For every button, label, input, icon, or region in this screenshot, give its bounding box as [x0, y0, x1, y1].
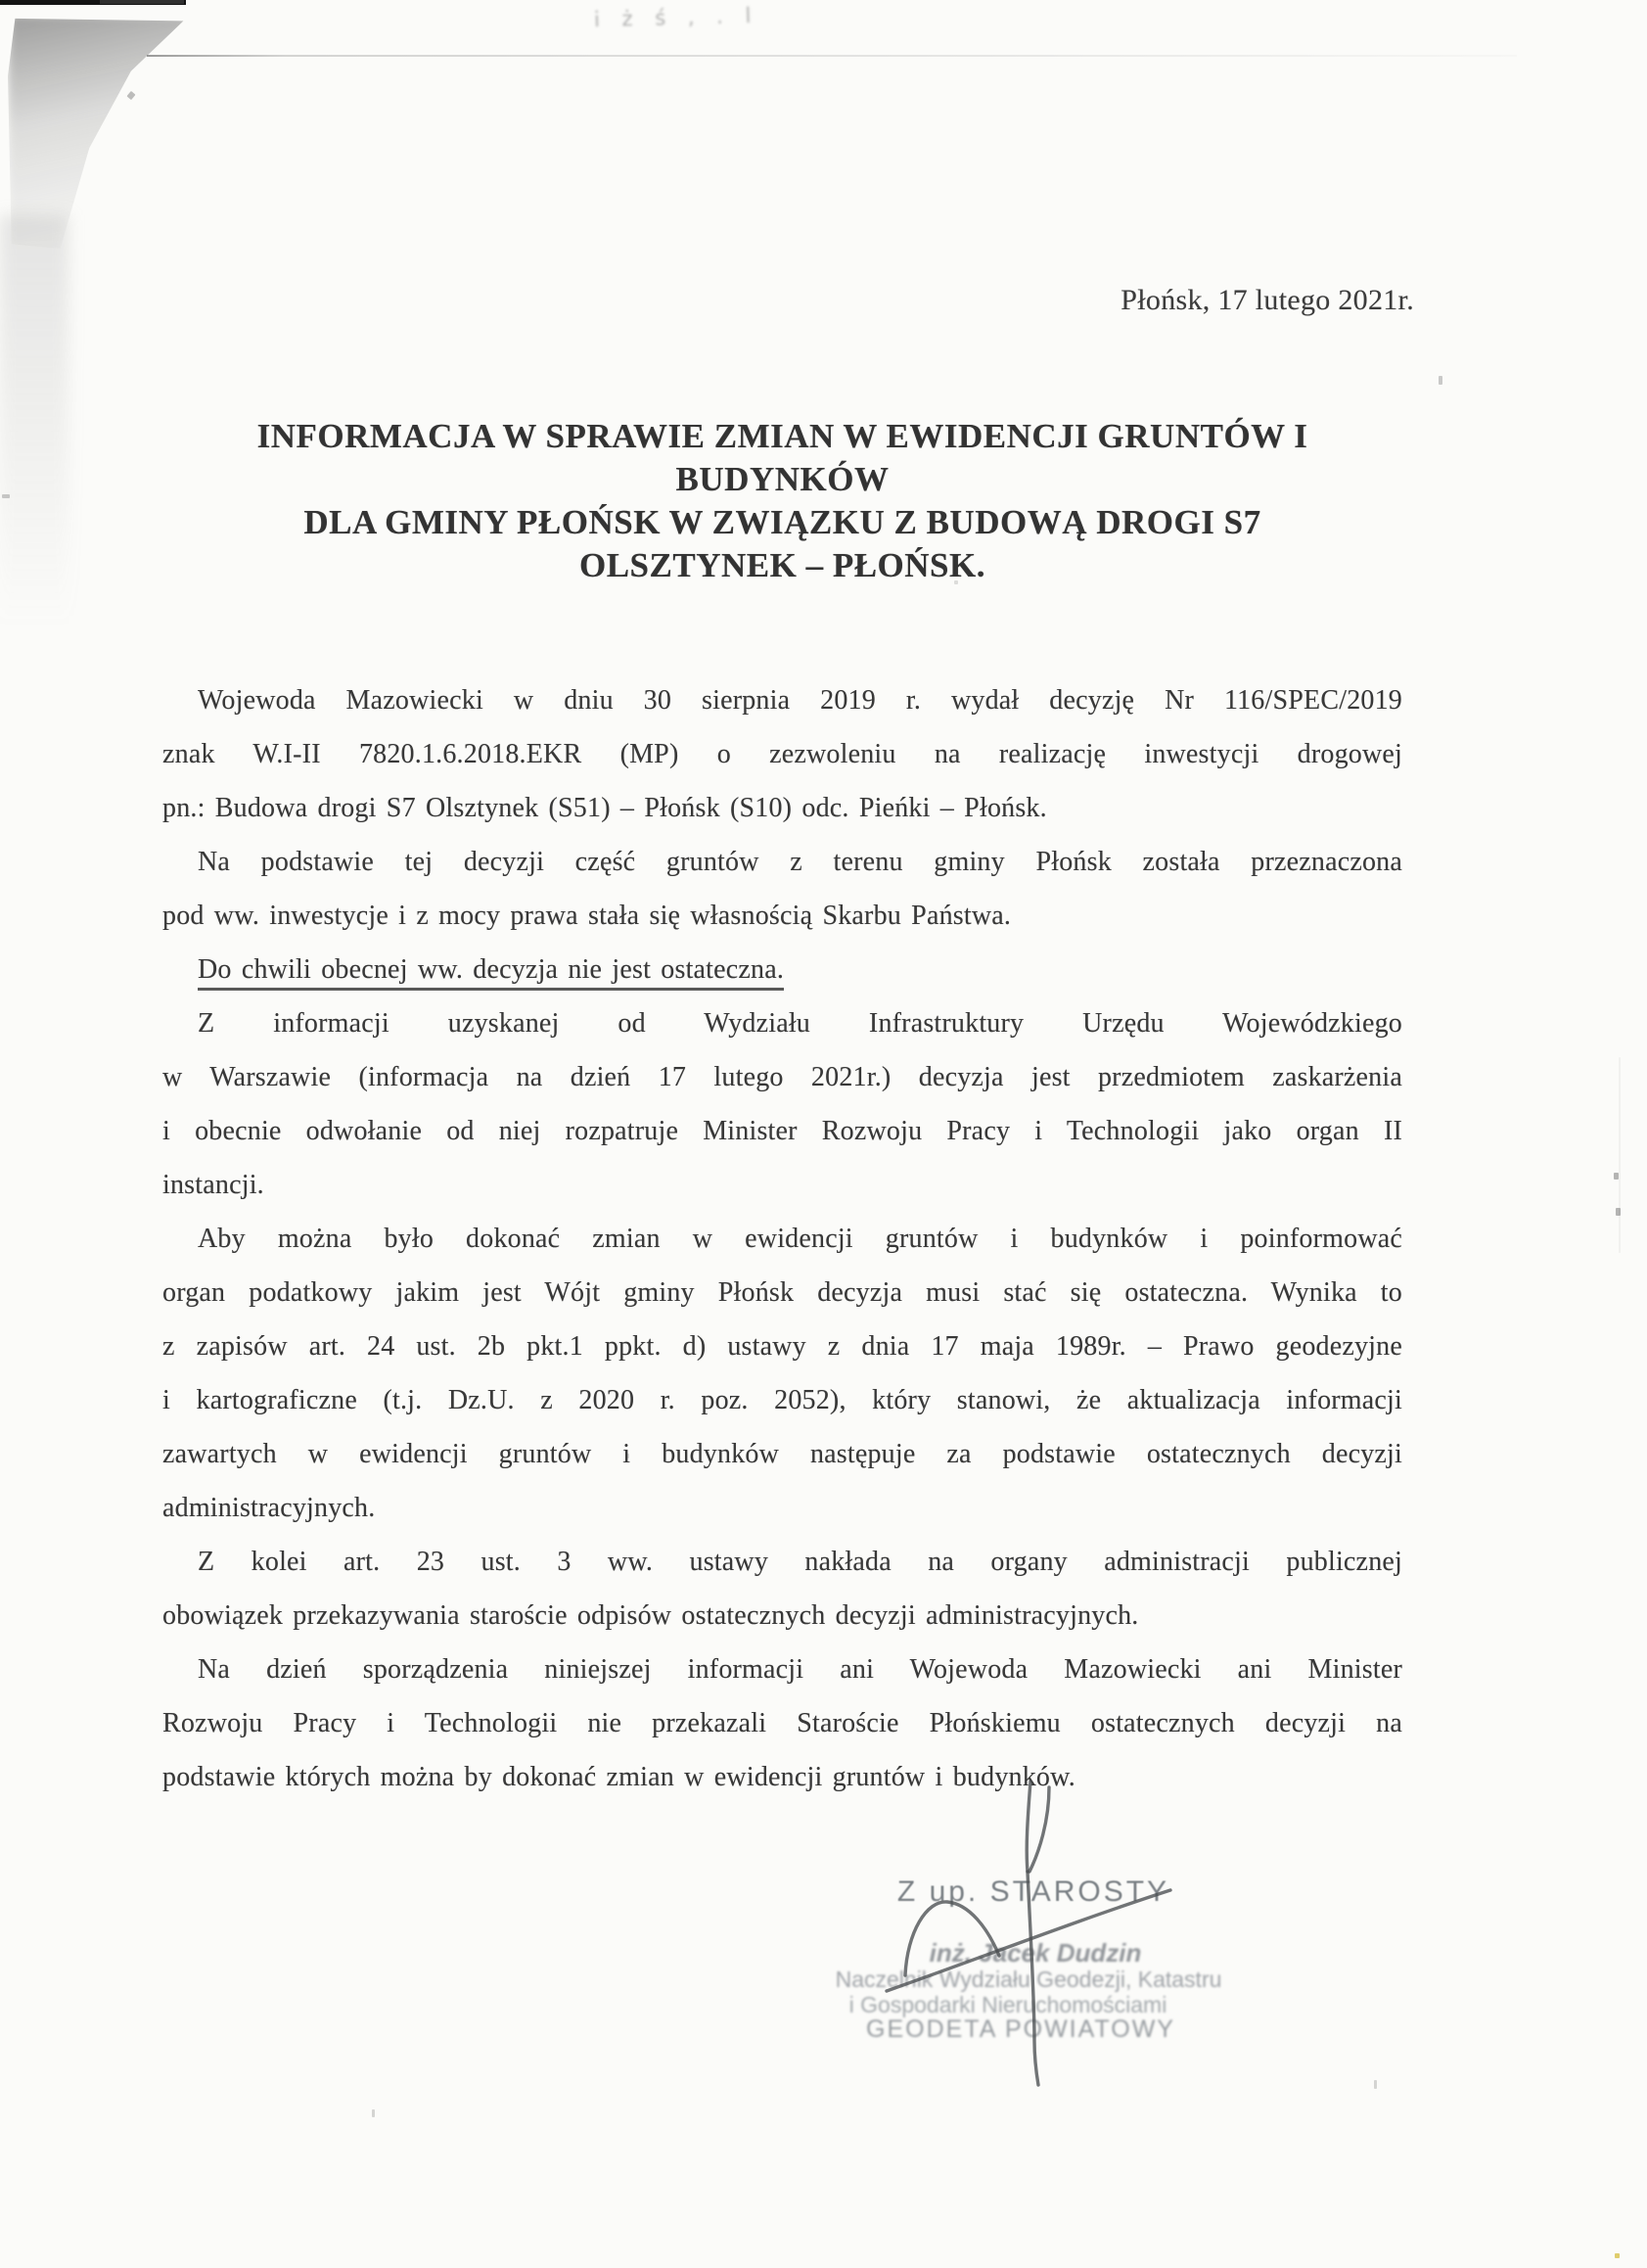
document-title: [162, 415, 1402, 587]
date-line: Płońsk, 17 lutego 2021r.: [1121, 284, 1414, 316]
body-line: z zapisów art. 24 ust. 2b pkt.1 ppkt. d) ustawy z dnia 17 maja 1989r. – Prawo geodezyjne: [162, 1331, 1402, 1362]
stamp-role-line-1: Naczelnik Wydziału Geodezji, Katastru: [835, 1967, 1222, 1992]
title-line-2: DLA GMINY PŁOŃSK W ZWIĄZKU Z BUDOWĄ DROGI S7: [303, 503, 1261, 541]
underlined-sentence: [162, 943, 1402, 996]
body-line: i obecnie odwołanie od niej rozpatruje Minister Rozwoju Pracy i Technologii jako organ II: [162, 1116, 1402, 1146]
body-line: podstawie których można by dokonać zmian w ewidencji gruntów i budynków.: [162, 1762, 1075, 1792]
body-line: pod ww. inwestycje i z mocy prawa stała się własnością Skarbu Państwa.: [162, 901, 1012, 931]
body-line: zawartych w ewidencji gruntów i budynków następuje za podstawie ostatecznych decyzji: [162, 1439, 1402, 1469]
body-line: obowiązek przekazywania staroście odpisów ostatecznych decyzji administracyjnych.: [162, 1600, 1139, 1631]
body-line: Wojewoda Mazowiecki w dniu 30 sierpnia 2019 r. wydał decyzję Nr 116/SPEC/2019: [198, 685, 1402, 716]
body-line: znak W.I-II 7820.1.6.2018.EKR (MP) o zezwoleniu na realizację inwestycji drogowej: [162, 739, 1402, 769]
body-line: pn.: Budowa drogi S7 Olsztynek (S51) – Płońsk (S10) odc. Pieńki – Płońsk.: [162, 793, 1047, 823]
title-line-3: OLSZTYNEK – PŁOŃSK.: [578, 546, 985, 584]
page-corner-shadow-tail: [0, 215, 69, 626]
body-line: administracyjnych.: [162, 1493, 376, 1523]
body-line: Rozwoju Pracy i Technologii nie przekazali Staroście Płońskiemu ostatecznych decyzji na: [162, 1708, 1402, 1738]
scan-smudge: i ż ś , . l: [593, 3, 759, 32]
stamp-role-line-2: i Gospodarki Nieruchomościami: [848, 1992, 1167, 2017]
body-line: Aby można było dokonać zmian w ewidencji gruntów i budynków i poinformować: [198, 1224, 1402, 1254]
document-body: [162, 673, 1402, 1804]
body-line: organ podatkowy jakim jest Wójt gminy Płońsk decyzja musi stać się ostateczna. Wynika to: [162, 1277, 1402, 1308]
body-line: Z kolei art. 23 ust. 3 ww. ustawy nakłada na organy administracji publicznej: [198, 1547, 1402, 1577]
stamp-role-line-3: GEODETA POWIATOWY: [866, 2015, 1175, 2043]
body-line: instancji.: [162, 1170, 264, 1200]
body-line: i kartograficzne (t.j. Dz.U. z 2020 r. poz. 2052), który stanowi, że aktualizacja informacji: [162, 1385, 1402, 1415]
underlined-text: Do chwili obecnej ww. decyzja nie jest ostateczna.: [198, 954, 784, 991]
scanner-edge-bar-segment: [100, 0, 184, 4]
body-line: Na podstawie tej decyzji część gruntów z terenu gminy Płońsk została przeznaczona: [198, 847, 1402, 877]
body-line: Na dzień sporządzenia niniejszej informacji ani Wojewoda Mazowiecki ani Minister: [198, 1654, 1402, 1685]
stamp-authorization-line: Z up. STAROSTY: [896, 1875, 1170, 1908]
scan-rule-line: [147, 55, 1517, 57]
body-line: w Warszawie (informacja na dzień 17 lutego 2021r.) decyzja jest przedmiotem zaskarżenia: [162, 1062, 1402, 1092]
stamp-name-line: inż. Jacek Dudzin: [929, 1938, 1142, 1967]
title-line-1: INFORMACJA W SPRAWIE ZMIAN W EWIDENCJI GRUNTÓW I BUDYNKÓW: [256, 417, 1308, 498]
body-line: Z informacji uzyskanej od Wydziału Infrastruktury Urzędu Wojewódzkiego: [198, 1008, 1402, 1039]
